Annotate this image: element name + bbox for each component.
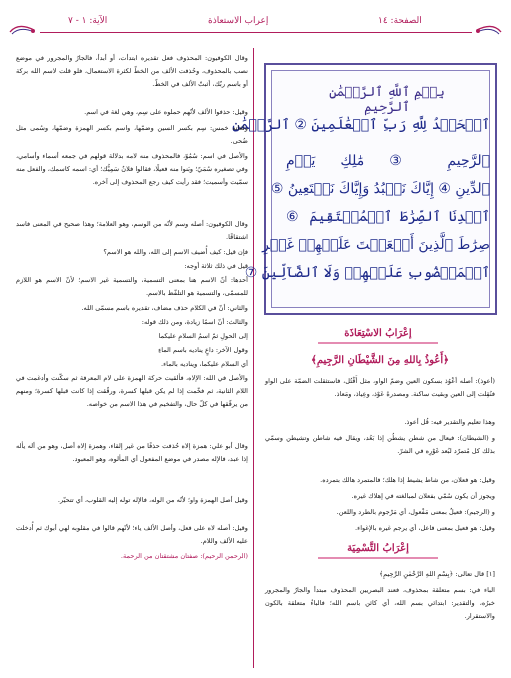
basmala: بِسۡمِ ٱللَّهِ ٱلرَّحۡمَٰنِ ٱلرَّحِيمِ	[329, 85, 445, 115]
paragraph: (أعوذ): أصله أعْوُذ بسكون العين وضمّ الواو، مثل أَقْتُل، فاستثقلت الضمّة على الواو فنُقِلت إلى العين وبقيت ساكنة. ومصدرهُ عَوْذ، وعِياذ، ومَعاذ.	[265, 377, 495, 398]
page-header	[0, 0, 511, 40]
quran-line: ٱهۡدِنَا ٱلصِّرَٰطَ ٱلۡمُسۡتَقِيمَ ⑥	[286, 209, 490, 225]
header-ornament-left	[8, 22, 36, 38]
paragraph: (الرحمن الرحيم): صفتان مشتقتان من الرحمة.	[120, 552, 248, 560]
paragraph: وهذا تعليم والتقدير فيه: قُل أعوذ.	[404, 418, 495, 426]
paragraph: وقيل: حذفوا الألف لأنّهم حملوه على سِم، وهي لغة في اسم.	[84, 108, 248, 116]
paragraph: والأصل في اسم: سُمُوّ، فالمحذوف منه لامه بدلالة قولهم في جمعه أسماء وأسامي، وفي تصغيره سُمَيّ؛ وبَنوا منه فعيلًا، فقالوا فلانٌ سَمِيُّك؛ أي: اسمه كاسمك، والفعل منه سمّيت وأسميت؛ فقد رأيت كيف رجع المحذوف إلى آخره.	[16, 152, 248, 186]
header-ornament-right	[475, 22, 503, 38]
column-divider	[253, 48, 254, 668]
paragraph: والأصل في الله: الإلاه، فألقيت حركة الهمزة على لام المعرفة ثم سكّنت وأدغمت في اللام الثانية، ثم فخّمت إذا لم يكن قبلها كسرة، ورقّقت إذا كانت قبلها كسرة؛ ومنهم من يرقّقها في كلّ حال، والتفخيم في هذا الاسم من خواصه.	[16, 374, 248, 408]
istiadha-text: ﴿أَعُوذُ بِاللهِ مِنَ الشَّيْطَانِ الرَّجِيمِ﴾	[310, 355, 450, 366]
paragraph: أحدها: أنّ الاسم هنا بمعنى التسمية، والتسمية غير الاسم؛ لأنّ الاسم هو اللازم للمسمّى، والتسمية هو التلفّظ بالاسم.	[16, 276, 248, 297]
ayah-range: الآية: ١ - ٧	[68, 16, 108, 26]
quran-line: ٱلدِّينِ ④ إِيَّاكَ نَعۡبُدُ وَإِيَّاكَ نَسۡتَعِينُ ⑤	[270, 181, 490, 197]
paragraph: والثالث: أنّ اسمًا زيادة، ومن ذلك قوله:	[141, 318, 248, 326]
quran-line: ٱلۡحَمۡدُ لِلَّهِ رَبِّ ٱلۡعَٰلَمِينَ ② ٱلرَّحۡمَٰنِ	[232, 117, 490, 133]
quran-line: صِرَٰطَ ٱلَّذِينَ أَنۡعَمۡتَ عَلَيۡهِمۡ غَيۡرِ	[262, 237, 490, 253]
paragraph: وقيل: هو فعلان، من شاط يشيط إذا هلك؛ فالمتمرد هالك بتمرده.	[320, 476, 495, 484]
paragraph: و (الشيطان): فيعال من شطن يشطُن إذا بَعُد، ويقال فيه شاطن وتشيطن وسمّي بذلك كل مُتمرّد لبُعد غَوْرِه في الشرّ.	[265, 434, 495, 455]
paragraph: وقيل: هو فعيل بمعنى فاعل، أي يرجم غيره بالإغواء.	[355, 524, 495, 532]
paragraph: فإن قيل: كيف أُضيف الاسم إلى الله، والله هو الاسم؟	[103, 248, 248, 256]
verse-quote: وقول الآخر: داعٍ يناديه باسم الماءِ	[158, 346, 248, 354]
verse-quote: إلى الحولِ ثمّ اسمُ السلامِ عليكما	[158, 332, 248, 340]
paragraph: والثاني: أنّ في الكلام حذف مضاف، تقديره باسم مسمّى الله.	[81, 304, 248, 312]
paragraph: وقيل أصل الهمزة واو؛ لأنّه من الوله، فالإله توله إليه القلوب، أي تتحيّر.	[57, 496, 248, 504]
quran-line: ٱلرَّحِيمِ ③ مَٰلِكِ يَوۡمِ	[286, 153, 490, 169]
quran-text-frame	[232, 63, 497, 315]
paragraph: و (الرجيم): فعيلٌ بمعنى مَفْعول، أي مَرْجوم بالطرد واللعن.	[336, 508, 495, 516]
paragraph: وقيل: أصله لاه على فعل، وأصل الألف ياء؛ لأنّهم قالوا في مقلوبه لهي أبوك ثم أُدخلت عليه الألف واللام.	[16, 524, 248, 545]
paragraph: وقال الكوفيون: المحذوف فعل تقديره ابتدأت، أو أبدأ، فالجارُ والمجرور في موضع نصب بالمحذوف، وحُذفت الألف من الخطّ لكثرة الاستعمال، فلو قلت لاسم الله بركة أو باسم ربّك، أثبتّ الألف في الخطّ.	[16, 54, 248, 88]
section-heading-istiadha: إعْرَابُ الاسْتِعَاذَة	[318, 328, 438, 344]
heading-underline	[318, 342, 438, 344]
header-rule	[40, 32, 472, 33]
heading-underline	[318, 557, 438, 559]
paragraph: [١] قال تعالى: ﴿بِسْمِ اللهِ الرَّحْمٰنِ الرَّحِيمِ﴾	[379, 570, 495, 578]
quran-frame-inner	[232, 70, 490, 308]
paragraph: وقال أبو علي: همزة إلاه حُذفت حذفًا من غير إلقاء، وهمزة إلاه أصل، وهو من أله يأله إذا عبد، فالإله مصدر في موضع المفعول أي المألوه، وهو المعبود.	[16, 442, 248, 463]
paragraph: أي السلام عليكما، ويناديه بالماء.	[160, 360, 248, 368]
page-number: الصفحة: ١٤	[378, 16, 422, 26]
quran-line: ٱلۡمَغۡضُوبِ عَلَيۡهِمۡ وَلَا ٱلضَّآلِّينَ ⑦	[244, 265, 490, 281]
paragraph: وقال الكوفيون: أصله وسم لأنّه من الوسم، وهو العلامة؛ وهذا صحيح في المعنى فاسد اشتقاقًا.	[16, 220, 248, 241]
paragraph: ولغاته خمس: سِم بكسر السين وضمّها، واسم بكسر الهمزة وضمّها، وسُمى مثل ضُحى.	[16, 124, 248, 145]
section-heading-tasmiya: إعْرَابُ التَّسْمِيَة	[318, 543, 438, 559]
paragraph: ويجوز أن يكون سُمّي بفعلان لمبالغته في إهلاك غيره.	[351, 492, 495, 500]
page-title: إعراب الاستعاذة	[208, 16, 269, 26]
paragraph: قيل في ذلك ثلاثة أوجه:	[184, 262, 248, 270]
paragraph: الباء في: بسم متعلقة بمحذوف، فعند البصريين المحذوف مبتدأ والجارُ والمجرور خبرُه، والتقدير: ابتدائي بسم الله، أي كائن باسم الله؛ فالباءُ متعلقة بالكون والاستقرار.	[265, 586, 495, 620]
